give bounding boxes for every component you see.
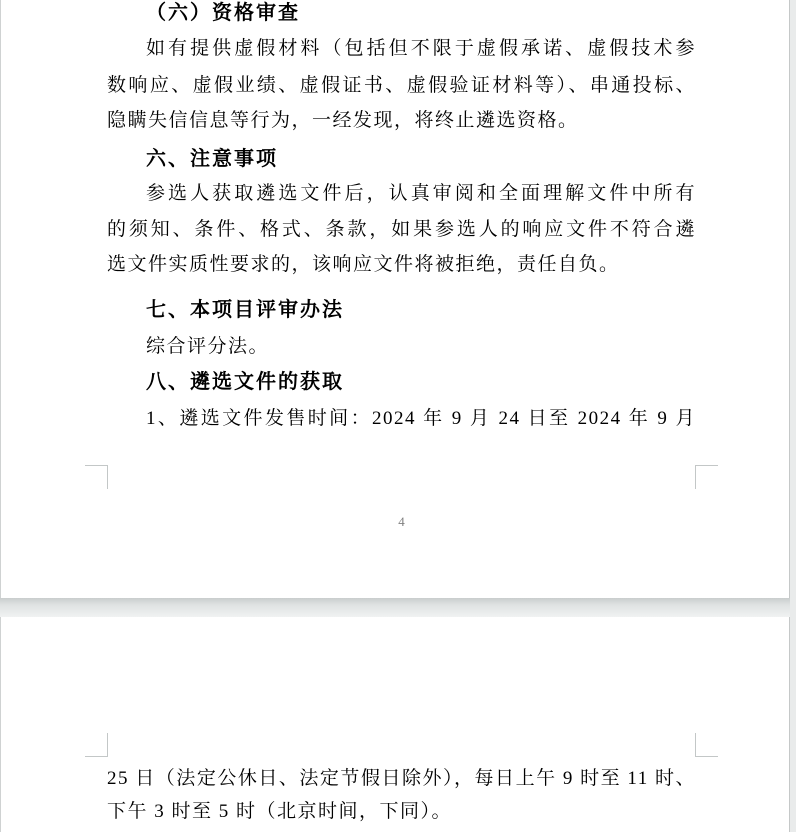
paragraph-line: 隐瞒失信信息等行为，一经发现，将终止遴选资格。 xyxy=(107,110,579,131)
paragraph-line: 如有提供虚假材料（包括但不限于虚假承诺、虚假技术参 xyxy=(146,38,696,59)
section-heading: 八、遴选文件的获取 xyxy=(146,371,344,393)
paragraph-line: 的须知、条件、格式、条款，如果参选人的响应文件不符合遴 xyxy=(107,219,696,240)
margin-corner-mark-top-left xyxy=(85,733,108,757)
paragraph-line: 数响应、虚假业绩、虚假证书、虚假验证材料等）、串通投标、 xyxy=(107,75,696,96)
margin-corner-mark-bottom-left xyxy=(85,465,108,489)
paragraph-line: 1、遴选文件发售时间：2024 年 9 月 24 日至 2024 年 9 月 xyxy=(146,408,696,429)
page-2 xyxy=(0,617,790,832)
paragraph-line: 综合评分法。 xyxy=(146,336,270,357)
section-heading: 六、注意事项 xyxy=(146,148,278,170)
paragraph-line: 25 日（法定公休日、法定节假日除外），每日上午 9 时至 11 时、 xyxy=(107,768,696,789)
margin-corner-mark-top-right xyxy=(695,733,718,757)
paragraph-line: 选文件实质性要求的，该响应文件将被拒绝，责任自负。 xyxy=(107,254,620,275)
section-heading: （六）资格审查 xyxy=(146,2,300,24)
paragraph-line: 下午 3 时至 5 时（北京时间，下同）。 xyxy=(107,801,453,822)
page-number: 4 xyxy=(398,514,405,529)
paragraph-line: 参选人获取遴选文件后，认真审阅和全面理解文件中所有 xyxy=(146,183,696,204)
page-gap xyxy=(0,598,796,617)
section-heading: 七、本项目评审办法 xyxy=(146,299,344,321)
margin-corner-mark-bottom-right xyxy=(695,465,718,489)
window-edge xyxy=(790,0,796,832)
